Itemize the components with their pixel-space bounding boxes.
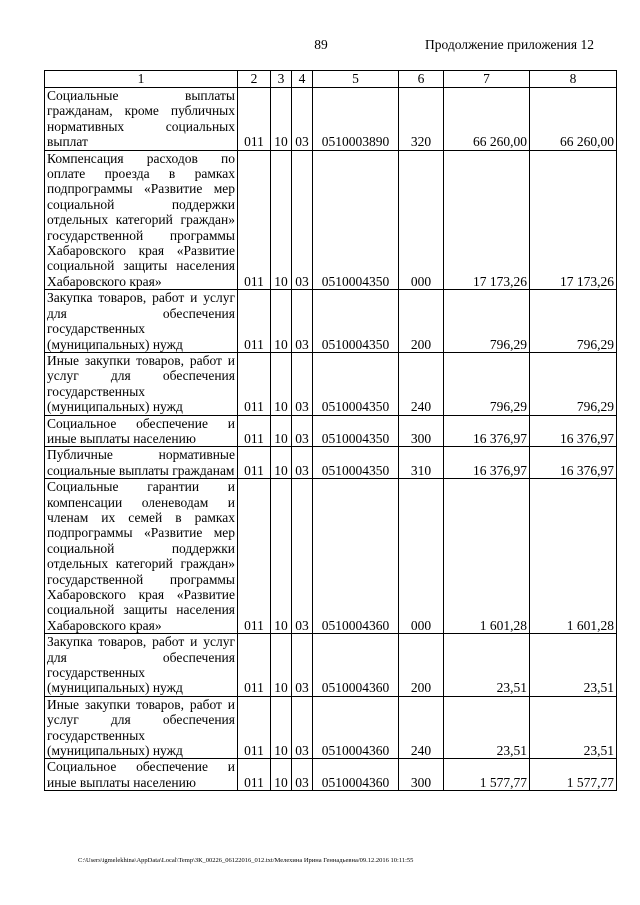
subsection-code: 03 xyxy=(292,479,313,634)
table-row xyxy=(45,479,617,634)
expense-type-code: 200 xyxy=(399,634,444,697)
expense-type-code: 320 xyxy=(399,88,444,151)
expense-type-code: 240 xyxy=(399,696,444,759)
table-row xyxy=(45,634,617,697)
amount-column-7: 1 577,77 xyxy=(444,759,530,791)
expense-type-code: 300 xyxy=(399,415,444,447)
subsection-code: 03 xyxy=(292,447,313,479)
ministry-code: 011 xyxy=(238,290,271,353)
ministry-code: 011 xyxy=(238,415,271,447)
column-header: 2 xyxy=(238,71,271,88)
table-row xyxy=(45,447,617,479)
expense-type-code: 000 xyxy=(399,150,444,290)
column-header: 5 xyxy=(313,71,399,88)
subsection-code: 03 xyxy=(292,290,313,353)
amount-column-8: 16 376,97 xyxy=(530,415,617,447)
table-row xyxy=(45,696,617,759)
column-header: 3 xyxy=(271,71,292,88)
amount-column-7: 16 376,97 xyxy=(444,415,530,447)
footer-file-path: C:\Users\igmelekhina\AppData\Local\Temp\ЗК_00226_06122016_012.txt/Мелехина Ирина Геннадьевна/09.12.2016 10:11:55 xyxy=(78,857,414,864)
subsection-code: 03 xyxy=(292,352,313,415)
amount-column-7: 16 376,97 xyxy=(444,447,530,479)
amount-column-7: 1 601,28 xyxy=(444,479,530,634)
subsection-code: 03 xyxy=(292,696,313,759)
target-code: 0510004350 xyxy=(313,352,399,415)
amount-column-8: 16 376,97 xyxy=(530,447,617,479)
table-row xyxy=(45,88,617,151)
section-code: 10 xyxy=(271,696,292,759)
row-name: Иные закупки товаров, работ и услуг для обеспечения государственных (муниципальных) нужд xyxy=(45,696,238,759)
subsection-code: 03 xyxy=(292,759,313,791)
table-row xyxy=(45,150,617,290)
section-code: 10 xyxy=(271,447,292,479)
section-code: 10 xyxy=(271,479,292,634)
subsection-code: 03 xyxy=(292,150,313,290)
target-code: 0510004350 xyxy=(313,290,399,353)
row-name: Компенсация расходов по оплате проезда в рамках подпрограммы «Развитие мер социальной поддержки отдельных категорий граждан» государственной программы Хабаровского края «Развитие социальной защиты населения Хабаровского края» xyxy=(45,150,238,290)
section-code: 10 xyxy=(271,759,292,791)
amount-column-8: 796,29 xyxy=(530,352,617,415)
target-code: 0510004360 xyxy=(313,759,399,791)
amount-column-8: 1 577,77 xyxy=(530,759,617,791)
section-code: 10 xyxy=(271,352,292,415)
amount-column-7: 23,51 xyxy=(444,634,530,697)
expense-type-code: 310 xyxy=(399,447,444,479)
ministry-code: 011 xyxy=(238,352,271,415)
ministry-code: 011 xyxy=(238,634,271,697)
section-code: 10 xyxy=(271,290,292,353)
ministry-code: 011 xyxy=(238,759,271,791)
row-name: Социальные гарантии и компенсации оленеводам и членам их семей в рамках подпрограммы «Развитие мер социальной поддержки отдельных категорий граждан» государственной программы Хабаровского края «Развитие социальной защиты населения Хабаровского края» xyxy=(45,479,238,634)
row-name: Публичные нормативные социальные выплаты гражданам xyxy=(45,447,238,479)
ministry-code: 011 xyxy=(238,150,271,290)
section-code: 10 xyxy=(271,88,292,151)
table-row xyxy=(45,352,617,415)
column-header: 6 xyxy=(399,71,444,88)
column-header: 8 xyxy=(530,71,617,88)
section-code: 10 xyxy=(271,150,292,290)
expense-type-code: 300 xyxy=(399,759,444,791)
expense-type-code: 000 xyxy=(399,479,444,634)
amount-column-8: 23,51 xyxy=(530,696,617,759)
column-header: 1 xyxy=(45,71,238,88)
appendix-title: Продолжение приложения 12 xyxy=(424,37,594,52)
target-code: 0510004350 xyxy=(313,150,399,290)
table-row xyxy=(45,759,617,791)
target-code: 0510003890 xyxy=(313,88,399,151)
amount-column-7: 17 173,26 xyxy=(444,150,530,290)
amount-column-7: 23,51 xyxy=(444,696,530,759)
amount-column-8: 23,51 xyxy=(530,634,617,697)
ministry-code: 011 xyxy=(238,88,271,151)
target-code: 0510004360 xyxy=(313,479,399,634)
amount-column-8: 796,29 xyxy=(530,290,617,353)
row-name: Социальное обеспечение и иные выплаты населению xyxy=(45,415,238,447)
section-code: 10 xyxy=(271,634,292,697)
row-name: Социальное обеспечение и иные выплаты населению xyxy=(45,759,238,791)
amount-column-7: 796,29 xyxy=(444,352,530,415)
amount-column-8: 66 260,00 xyxy=(530,88,617,151)
target-code: 0510004360 xyxy=(313,634,399,697)
row-name: Иные закупки товаров, работ и услуг для обеспечения государственных (муниципальных) нужд xyxy=(45,352,238,415)
ministry-code: 011 xyxy=(238,479,271,634)
row-name: Закупка товаров, работ и услуг для обеспечения государственных (муниципальных) нужд xyxy=(45,290,238,353)
amount-column-7: 66 260,00 xyxy=(444,88,530,151)
expense-type-code: 240 xyxy=(399,352,444,415)
column-header: 7 xyxy=(444,71,530,88)
expense-type-code: 200 xyxy=(399,290,444,353)
table-row xyxy=(45,415,617,447)
budget-table xyxy=(44,70,617,791)
subsection-code: 03 xyxy=(292,88,313,151)
target-code: 0510004350 xyxy=(313,415,399,447)
subsection-code: 03 xyxy=(292,634,313,697)
table-row xyxy=(45,290,617,353)
page-number: 89 xyxy=(314,37,328,52)
table-header-row xyxy=(45,71,617,88)
target-code: 0510004360 xyxy=(313,696,399,759)
target-code: 0510004350 xyxy=(313,447,399,479)
amount-column-8: 17 173,26 xyxy=(530,150,617,290)
subsection-code: 03 xyxy=(292,415,313,447)
amount-column-8: 1 601,28 xyxy=(530,479,617,634)
ministry-code: 011 xyxy=(238,447,271,479)
section-code: 10 xyxy=(271,415,292,447)
ministry-code: 011 xyxy=(238,696,271,759)
row-name: Закупка товаров, работ и услуг для обеспечения государственных (муниципальных) нужд xyxy=(45,634,238,697)
column-header: 4 xyxy=(292,71,313,88)
amount-column-7: 796,29 xyxy=(444,290,530,353)
row-name: Социальные выплаты гражданам, кроме публичных нормативных социальных выплат xyxy=(45,88,238,151)
